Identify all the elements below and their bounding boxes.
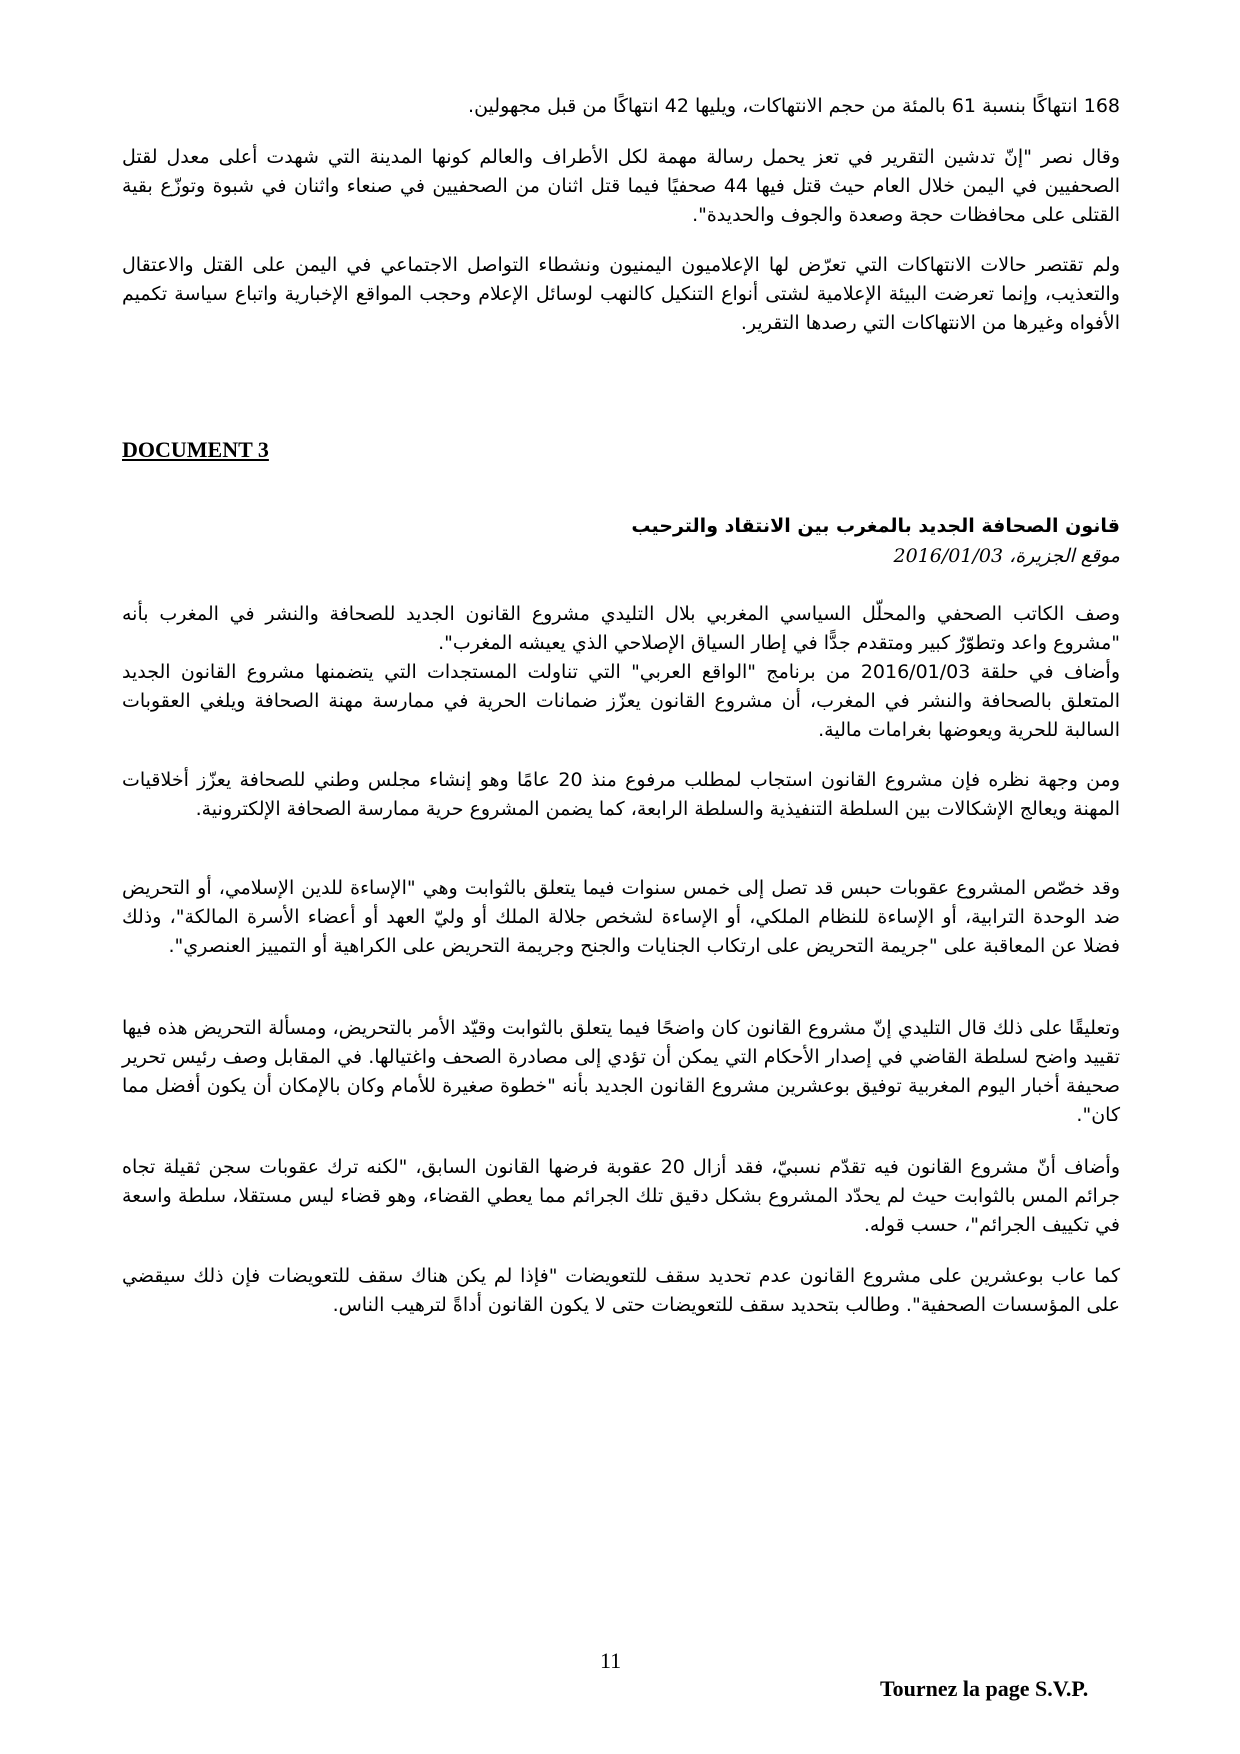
- article-paragraph: وقد خصّص المشروع عقوبات حبس قد تصل إلى خمس سنوات فيما يتعلق بالثوابت وهي "الإساءة للدين الإسلامي، أو التحريض ضد الوحدة الترابية، أو الإساءة للنظام الملكي، أو الإساءة لشخص جلالة الملك أو وليّ العهد أو أعضاء الأسرة المالكة"، وذلك فضلا عن المعاقبة على "جريمة التحريض على ارتكاب الجنايات والجنح وجريمة التحريض على الكراهية أو التمييز العنصري".: [122, 877, 1120, 957]
- paragraph-violations-types: ولم تقتصر حالات الانتهاكات التي تعرّض لها الإعلاميون اليمنيون ونشطاء التواصل الاجتماعي في اليمن على القتل والاعتقال والتعذيب، وإنما تعرضت البيئة الإعلامية لشتى أنواع التنكيل كالنهب لوسائل الإعلام وحجب المواقع الإخبارية واتباع سياسة تكميم الأفواه وغيرها من الانتهاكات التي رصدها التقرير.: [122, 254, 1120, 334]
- paragraph-nasr-quote: وقال نصر "إنّ تدشين التقرير في تعز يحمل رسالة مهمة لكل الأطراف والعالم كونها المدينة التي شهدت أعلى معدل لقتل الصحفيين في اليمن خلال العام حيث قتل فيها 44 صحفيًا فيما قتل اثنان من الصحفيين في صنعاء واثنان في شبوة وتوزّع بقية القتلى على محافظات حجة وصعدة والجوف والحديدة".: [122, 146, 1120, 226]
- paragraph-violations-count: 168 انتهاكًا بنسبة 61 بالمئة من حجم الانتهاكات، ويليها 42 انتهاكًا من قبل مجهولين.: [468, 95, 1120, 117]
- document-heading: DOCUMENT 3: [122, 437, 269, 462]
- page-number: 11: [600, 1648, 622, 1673]
- article-paragraph: كما عاب بوعشرين على مشروع القانون عدم تحديد سقف للتعويضات "فإذا لم يكن هناك سقف للتعويضات فإن ذلك سيقضي على المؤسسات الصحفية". وطالب بتحديد سقف للتعويضات حتى لا يكون القانون أداةً لترهيب الناس.: [122, 1265, 1120, 1316]
- article-paragraph: وصف الكاتب الصحفي والمحلّل السياسي المغربي بلال التليدي مشروع القانون الجديد للصحافة والنشر في المغرب بأنه "مشروع واعد وتطوّرٌ كبير ومتقدم جدًّا في إطار السياق الإصلاحي الذي يعيشه المغرب".: [122, 603, 1120, 654]
- article-title: قانون الصحافة الجديد بالمغرب بين الانتقاد والترحيب: [631, 515, 1120, 537]
- article-paragraph: ومن وجهة نظره فإن مشروع القانون استجاب لمطلب مرفوع منذ 20 عامًا وهو إنشاء مجلس وطني للصحافة يعزّز أخلاقيات المهنة ويعالج الإشكالات بين السلطة التنفيذية والسلطة الرابعة، كما يضمن المشروع حرية ممارسة الصحافة الإلكترونية.: [122, 769, 1120, 820]
- article-source: موقع الجزيرة، 2016/01/03: [893, 545, 1120, 567]
- continue-note: Tournez la page S.V.P.: [880, 1676, 1089, 1701]
- article-paragraph: وأضاف في حلقة 2016/01/03 من برنامج "الواقع العربي" التي تناولت المستجدات التي يتضمنها مشروع القانون الجديد المتعلق بالصحافة والنشر في المغرب، أن مشروع القانون يعزّز ضمانات الحرية في ممارسة مهنة الصحافة ويلغي العقوبات السالبة للحرية ويعوضها بغرامات مالية.: [122, 661, 1120, 741]
- article-paragraph: وأضاف أنّ مشروع القانون فيه تقدّم نسبيّ، فقد أزال 20 عقوبة فرضها القانون السابق، "لكنه ترك عقوبات سجن ثقيلة تجاه جرائم المس بالثوابت حيث لم يحدّد المشروع بشكل دقيق تلك الجرائم مما يعطي القضاء، وهو قضاء ليس مستقلا، سلطة واسعة في تكييف الجرائم"، حسب قوله.: [122, 1156, 1121, 1236]
- article-paragraph: وتعليقًا على ذلك قال التليدي إنّ مشروع القانون كان واضحًا فيما يتعلق بالثوابت وقيّد الأمر بالتحريض، ومسألة التحريض هذه فيها تقييد واضح لسلطة القاضي في إصدار الأحكام التي يمكن أن تؤدي إلى مصادرة الصحف واغتيالها. في المقابل وصف رئيس تحرير صحيفة أخبار اليوم المغربية توفيق بوعشرين مشروع القانون الجديد بأنه "خطوة صغيرة للأمام وكان بالإمكان أن يكون أفضل مما كان".: [122, 1017, 1120, 1126]
